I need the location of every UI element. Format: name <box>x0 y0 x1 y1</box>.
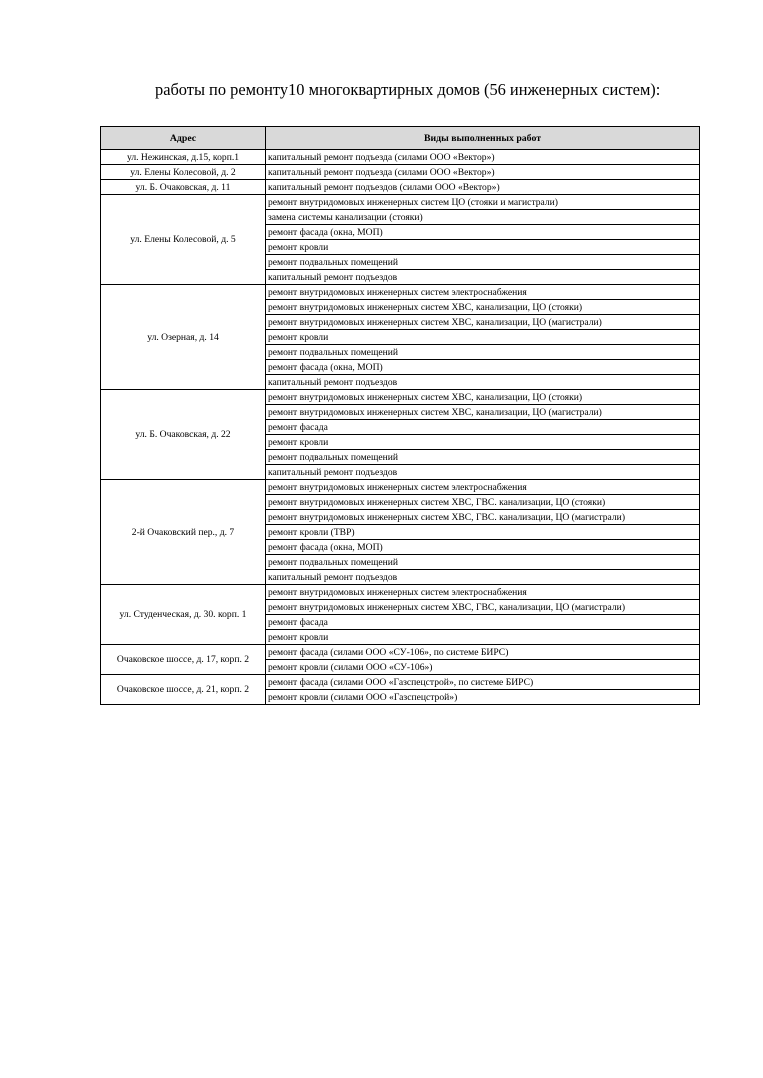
work-cell: ремонт фасада (окна, МОП) <box>266 360 700 375</box>
table-header-row <box>101 127 700 150</box>
intro-paragraph: работы по ремонту10 многоквартирных домов (56 инженерных систем): <box>155 80 661 100</box>
address-cell: Очаковское шоссе, д. 21, корп. 2 <box>101 675 266 705</box>
work-cell: ремонт внутридомовых инженерных систем ХВС, канализации, ЦО (стояки) <box>266 390 700 405</box>
table-row <box>101 285 700 300</box>
work-cell: капитальный ремонт подъездов <box>266 570 700 585</box>
work-cell: ремонт внутридомовых инженерных систем ХВС, ГВС. канализации, ЦО (стояки) <box>266 495 700 510</box>
work-cell: капитальный ремонт подъездов <box>266 465 700 480</box>
work-cell: ремонт фасада <box>266 420 700 435</box>
work-cell: капитальный ремонт подъездов <box>266 375 700 390</box>
work-cell: ремонт внутридомовых инженерных систем ХВС, канализации, ЦО (магистрали) <box>266 405 700 420</box>
work-cell: ремонт внутридомовых инженерных систем ХВС, канализации, ЦО (магистрали) <box>266 315 700 330</box>
work-cell: ремонт кровли <box>266 330 700 345</box>
works-column-header: Виды выполненных работ <box>266 127 700 150</box>
work-cell: ремонт кровли <box>266 435 700 450</box>
table-row <box>101 585 700 600</box>
work-cell: ремонт подвальных помещений <box>266 345 700 360</box>
table-row <box>101 165 700 180</box>
work-cell: ремонт подвальных помещений <box>266 450 700 465</box>
address-cell: ул. Елены Колесовой, д. 2 <box>101 165 266 180</box>
address-cell: ул. Б. Очаковская, д. 22 <box>101 390 266 480</box>
work-cell: ремонт фасада (окна, МОП) <box>266 225 700 240</box>
address-cell: ул. Нежинская, д.15, корп.1 <box>101 150 266 165</box>
work-cell: ремонт внутридомовых инженерных систем электроснабжения <box>266 480 700 495</box>
address-cell: Очаковское шоссе, д. 17, корп. 2 <box>101 645 266 675</box>
work-cell: ремонт внутридомовых инженерных систем ХВС, ГВС, канализации, ЦО (магистрали) <box>266 600 700 615</box>
work-cell: капитальный ремонт подъездов <box>266 270 700 285</box>
table-row <box>101 645 700 660</box>
table-row <box>101 480 700 495</box>
table-body <box>101 150 700 705</box>
work-cell: ремонт фасада <box>266 615 700 630</box>
work-cell: капитальный ремонт подъезда (силами ООО «Вектор») <box>266 165 700 180</box>
work-cell: ремонт кровли <box>266 630 700 645</box>
work-cell: ремонт подвальных помещений <box>266 555 700 570</box>
work-cell: ремонт кровли (силами ООО «СУ-106») <box>266 660 700 675</box>
works-table <box>100 126 700 705</box>
table-row <box>101 150 700 165</box>
work-cell: капитальный ремонт подъезда (силами ООО «Вектор») <box>266 150 700 165</box>
work-cell: ремонт внутридомовых инженерных систем электроснабжения <box>266 585 700 600</box>
work-cell: ремонт фасада (силами ООО «СУ-106», по системе БИРС) <box>266 645 700 660</box>
work-cell: ремонт внутридомовых инженерных систем ХВС, ГВС. канализации, ЦО (магистрали) <box>266 510 700 525</box>
work-cell: ремонт внутридомовых инженерных систем ХВС, канализации, ЦО (стояки) <box>266 300 700 315</box>
work-cell: замена системы канализации (стояки) <box>266 210 700 225</box>
table-row <box>101 195 700 210</box>
address-cell: 2-й Очаковский пер., д. 7 <box>101 480 266 585</box>
table-row <box>101 180 700 195</box>
address-cell: ул. Студенческая, д. 30. корп. 1 <box>101 585 266 645</box>
work-cell: ремонт фасада (окна, МОП) <box>266 540 700 555</box>
table-row <box>101 390 700 405</box>
address-cell: ул. Б. Очаковская, д. 11 <box>101 180 266 195</box>
work-cell: капитальный ремонт подъездов (силами ООО «Вектор») <box>266 180 700 195</box>
work-cell: ремонт кровли (ТВР) <box>266 525 700 540</box>
address-cell: ул. Елены Колесовой, д. 5 <box>101 195 266 285</box>
work-cell: ремонт внутридомовых инженерных систем ЦО (стояки и магистрали) <box>266 195 700 210</box>
work-cell: ремонт подвальных помещений <box>266 255 700 270</box>
address-column-header: Адрес <box>101 127 266 150</box>
work-cell: ремонт кровли <box>266 240 700 255</box>
work-cell: ремонт фасада (силами ООО «Газспецстрой», по системе БИРС) <box>266 675 700 690</box>
table-row <box>101 675 700 690</box>
address-cell: ул. Озерная, д. 14 <box>101 285 266 390</box>
work-cell: ремонт кровли (силами ООО «Газспецстрой») <box>266 690 700 705</box>
work-cell: ремонт внутридомовых инженерных систем электроснабжения <box>266 285 700 300</box>
